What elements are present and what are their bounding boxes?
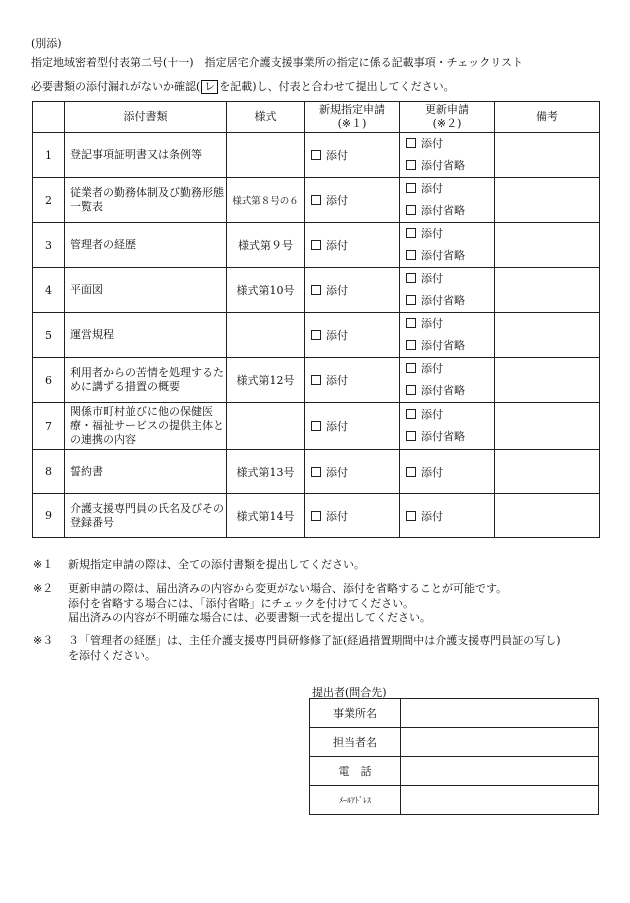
row-num: 1 [33, 133, 65, 178]
checkbox-icon[interactable] [406, 295, 416, 305]
header-new [305, 102, 400, 133]
new-attach-cell [305, 133, 400, 178]
row-num: 4 [33, 268, 65, 313]
checkbox-icon[interactable] [406, 511, 416, 521]
row-doc: 登記事項証明書又は条例等 [65, 133, 227, 178]
header-doc: 添付書類 [65, 102, 227, 133]
note-line: 添付を省略する場合には、「添付省略」にチェックを付けてください。 [68, 596, 415, 610]
contact-row [310, 786, 599, 815]
checkbox-icon[interactable] [311, 285, 321, 295]
remarks-cell [495, 268, 600, 313]
row-form: 様式第12号 [227, 358, 305, 403]
email-label: ﾒｰﾙｱﾄﾞﾚｽ [310, 786, 401, 815]
attach-label: 添付 [421, 509, 443, 523]
checkbox-icon[interactable] [406, 318, 416, 328]
checkbox-icon[interactable] [311, 421, 321, 431]
renew-cell [400, 450, 495, 494]
renew-cell [400, 178, 495, 223]
row-num: 8 [33, 450, 65, 494]
page-title: 指定地域密着型付表第二号(十一) 指定居宅介護支援事業所の指定に係る記載事項・チェックリスト [31, 56, 524, 69]
row-form: 様式第13号 [227, 450, 305, 494]
omit-label: 添付省略 [421, 339, 465, 352]
note-mark: ※１ [33, 558, 54, 571]
omit-label: 添付省略 [421, 204, 465, 217]
attach-label: 添付 [421, 465, 443, 479]
table-row [33, 133, 600, 178]
row-form: 様式第８号の６ [227, 178, 305, 223]
checkbox-icon[interactable] [406, 138, 416, 148]
row-doc: 介護支援専門員の氏名及びその登録番号 [65, 494, 227, 538]
checkbox-icon[interactable] [311, 467, 321, 477]
header-renew-line2: (※２) [432, 117, 462, 130]
note-line: 更新申請の際は、届出済みの内容から変更がない場合、添付を省略することが可能です。 [68, 582, 508, 595]
checkbox-icon[interactable] [406, 467, 416, 477]
checkbox-icon[interactable] [311, 195, 321, 205]
office-label: 事業所名 [310, 699, 401, 728]
note-line: を添付ください。 [68, 648, 156, 662]
row-form [227, 403, 305, 450]
checklist-table [32, 101, 600, 538]
table-row [33, 313, 600, 358]
note-line: ３「管理者の経歴」は、主任介護支援専門員研修修了証(経過措置期間中は介護支援専門員証の写し) [68, 634, 561, 647]
omit-label: 添付省略 [421, 159, 465, 172]
new-attach-cell [305, 178, 400, 223]
new-attach-cell [305, 450, 400, 494]
table-row [33, 494, 600, 538]
renew-cell [400, 358, 495, 403]
omit-label: 添付省略 [421, 294, 465, 307]
header-renew [400, 102, 495, 133]
phone-field[interactable] [401, 757, 599, 786]
annex-label: (別添) [31, 37, 62, 50]
row-form: 様式第14号 [227, 494, 305, 538]
checkbox-icon[interactable] [406, 385, 416, 395]
attach-label: 添付 [326, 284, 348, 297]
checkbox-icon[interactable] [406, 160, 416, 170]
omit-label: 添付省略 [421, 384, 465, 397]
contact-label: 提出者(問合先) [312, 686, 387, 699]
attach-label: 添付 [421, 362, 443, 375]
row-num: 2 [33, 178, 65, 223]
header-form: 様式 [227, 102, 305, 133]
remarks-cell [495, 313, 600, 358]
header-renew-line1: 更新申請 [425, 103, 469, 116]
email-field[interactable] [401, 786, 599, 815]
row-doc: 利用者からの苦情を処理するために講ずる措置の概要 [65, 358, 227, 403]
row-doc: 平面図 [65, 268, 227, 313]
row-doc: 管理者の経歴 [65, 223, 227, 268]
note-line: 届出済みの内容が不明確な場合には、必要書類一式を提出してください。 [68, 611, 431, 624]
row-form: 様式第９号 [227, 223, 305, 268]
table-row [33, 223, 600, 268]
row-doc: 関係市町村並びに他の保健医療・福祉サービスの提供主体との連携の内容 [65, 403, 227, 450]
contact-row [310, 699, 599, 728]
checkbox-icon[interactable] [406, 431, 416, 441]
attach-label: 添付 [421, 227, 443, 240]
checkbox-icon[interactable] [406, 363, 416, 373]
row-num: 6 [33, 358, 65, 403]
new-attach-cell [305, 494, 400, 538]
instruction-after: を記載)し、付表と合わせて提出してください。 [219, 80, 455, 93]
renew-cell [400, 403, 495, 450]
remarks-cell [495, 450, 600, 494]
checkbox-icon[interactable] [311, 330, 321, 340]
header-num [33, 102, 65, 133]
header-new-line2: (※１) [337, 117, 367, 130]
instruction [31, 78, 455, 94]
renew-cell [400, 313, 495, 358]
checkbox-icon[interactable] [311, 375, 321, 385]
renew-cell [400, 268, 495, 313]
renew-cell [400, 223, 495, 268]
attach-label: 添付 [421, 317, 443, 330]
new-attach-cell [305, 313, 400, 358]
checkbox-icon[interactable] [406, 183, 416, 193]
checkbox-icon[interactable] [406, 340, 416, 350]
note-2 [33, 582, 507, 626]
row-doc: 誓約書 [65, 450, 227, 494]
row-form [227, 313, 305, 358]
checkbox-icon[interactable] [311, 150, 321, 160]
checkbox-icon[interactable] [406, 228, 416, 238]
row-doc: 従業者の勤務体制及び勤務形態一覧表 [65, 178, 227, 223]
phone-label: 電 話 [310, 757, 401, 786]
table-row [33, 358, 600, 403]
attach-label: 添付 [421, 137, 443, 150]
attach-label: 添付 [326, 239, 348, 252]
note-mark: ※２ [33, 582, 54, 595]
header-remarks: 備考 [495, 102, 600, 133]
attach-label: 添付 [421, 272, 443, 285]
header-new-line1: 新規指定申請 [319, 103, 385, 116]
table-header-row [33, 102, 600, 133]
attach-label: 添付 [326, 420, 348, 433]
note-1 [33, 558, 365, 573]
new-attach-cell [305, 268, 400, 313]
remarks-cell [495, 133, 600, 178]
new-attach-cell [305, 223, 400, 268]
row-num: 7 [33, 403, 65, 450]
check-mark-box: レ [201, 80, 218, 94]
renew-cell [400, 494, 495, 538]
attach-label: 添付 [421, 408, 443, 421]
checkbox-icon[interactable] [406, 273, 416, 283]
attach-label: 添付 [326, 194, 348, 207]
checkbox-icon[interactable] [311, 240, 321, 250]
remarks-cell [495, 223, 600, 268]
checkbox-icon[interactable] [311, 511, 321, 521]
row-form [227, 133, 305, 178]
new-attach-cell [305, 403, 400, 450]
office-field[interactable] [401, 699, 599, 728]
person-label: 担当者名 [310, 728, 401, 757]
table-row [33, 178, 600, 223]
table-row [33, 268, 600, 313]
checkbox-icon[interactable] [406, 205, 416, 215]
row-doc: 運営規程 [65, 313, 227, 358]
contact-row [310, 728, 599, 757]
attach-label: 添付 [326, 509, 348, 523]
instruction-before: 必要書類の添付漏れがないか確認( [31, 80, 201, 93]
note-line: 新規指定申請の際は、全ての添付書類を提出してください。 [68, 558, 365, 571]
attach-label: 添付 [326, 374, 348, 387]
checkbox-icon[interactable] [406, 250, 416, 260]
note-3 [33, 634, 561, 663]
attach-label: 添付 [326, 329, 348, 342]
attach-label: 添付 [326, 465, 348, 479]
remarks-cell [495, 178, 600, 223]
remarks-cell [495, 403, 600, 450]
person-field[interactable] [401, 728, 599, 757]
remarks-cell [495, 358, 600, 403]
table-row [33, 403, 600, 450]
row-num: 9 [33, 494, 65, 538]
omit-label: 添付省略 [421, 430, 465, 443]
checkbox-icon[interactable] [406, 409, 416, 419]
attach-label: 添付 [421, 182, 443, 195]
row-num: 3 [33, 223, 65, 268]
contact-row [310, 757, 599, 786]
contact-table [309, 698, 599, 815]
table-row [33, 450, 600, 494]
attach-label: 添付 [326, 149, 348, 162]
renew-cell [400, 133, 495, 178]
new-attach-cell [305, 358, 400, 403]
remarks-cell [495, 494, 600, 538]
row-num: 5 [33, 313, 65, 358]
note-mark: ※３ [33, 634, 54, 647]
omit-label: 添付省略 [421, 249, 465, 262]
row-form: 様式第10号 [227, 268, 305, 313]
